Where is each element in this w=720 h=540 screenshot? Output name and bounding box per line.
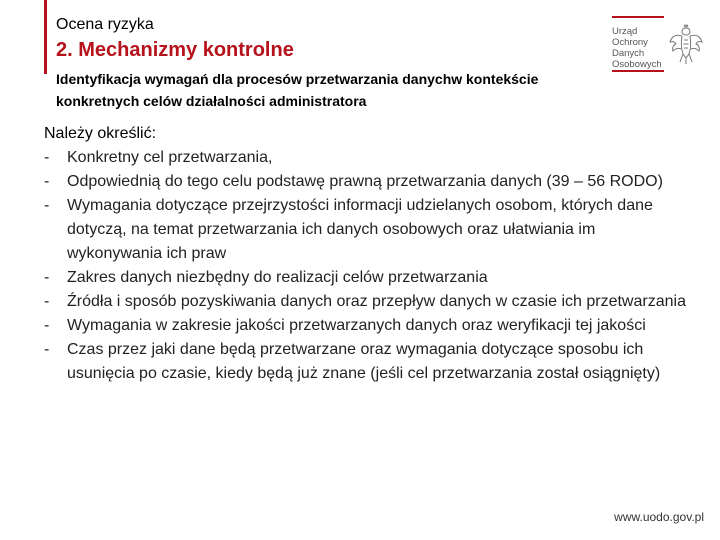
- list-item: - Źródła i sposób pozyskiwania danych oraz przepływ danych w czasie ich przetwarzania: [44, 290, 694, 314]
- title-accent-bar: [44, 0, 47, 74]
- logo-bottom-line: [612, 70, 664, 72]
- uodo-logo: [604, 16, 704, 72]
- logo-line: Ochrony: [612, 37, 648, 48]
- list-item: - Czas przez jaki dane będą przetwarzane oraz wymagania dotyczące sposobu ich usunięcia po czasie, kiedy będą już znane (jeśli cel przetwarzania został osiągnięty): [44, 338, 694, 386]
- requirements-lead: Należy określić:: [44, 125, 157, 142]
- list-item: - Wymagania w zakresie jakości przetwarzanych danych oraz weryfikacji tej jakości: [44, 314, 694, 338]
- page-subtitle: Identyfikacja wymagań dla procesów przetwarzania danychw kontekście konkretnych celów działalności administratora: [56, 71, 539, 109]
- list-item: - Odpowiednią do tego celu podstawę prawną przetwarzania danych (39 – 56 RODO): [44, 170, 694, 194]
- logo-top-line: [612, 16, 664, 18]
- logo-line: Urząd: [612, 26, 638, 37]
- list-item: - Zakres danych niezbędny do realizacji celów przetwarzania: [44, 266, 694, 290]
- page-title: 2. Mechanizmy kontrolne: [56, 39, 294, 61]
- requirements-section: [44, 122, 694, 386]
- logo-line: Osobowych: [612, 59, 662, 70]
- footer-url[interactable]: www.uodo.gov.pl: [614, 510, 704, 524]
- eagle-emblem-icon: [668, 24, 704, 66]
- list-item: - Wymagania dotyczące przejrzystości informacji udzielanych osobom, których dane dotyczą, na temat przetwarzania ich danych osobowych oraz ułatwiania im wykonywania ich praw: [44, 194, 694, 266]
- requirements-list: [44, 146, 694, 386]
- logo-text: [612, 26, 674, 70]
- section-label: Ocena ryzyka: [56, 16, 154, 33]
- logo-line: Danych: [612, 48, 645, 59]
- list-item: - Konkretny cel przetwarzania,: [44, 146, 694, 170]
